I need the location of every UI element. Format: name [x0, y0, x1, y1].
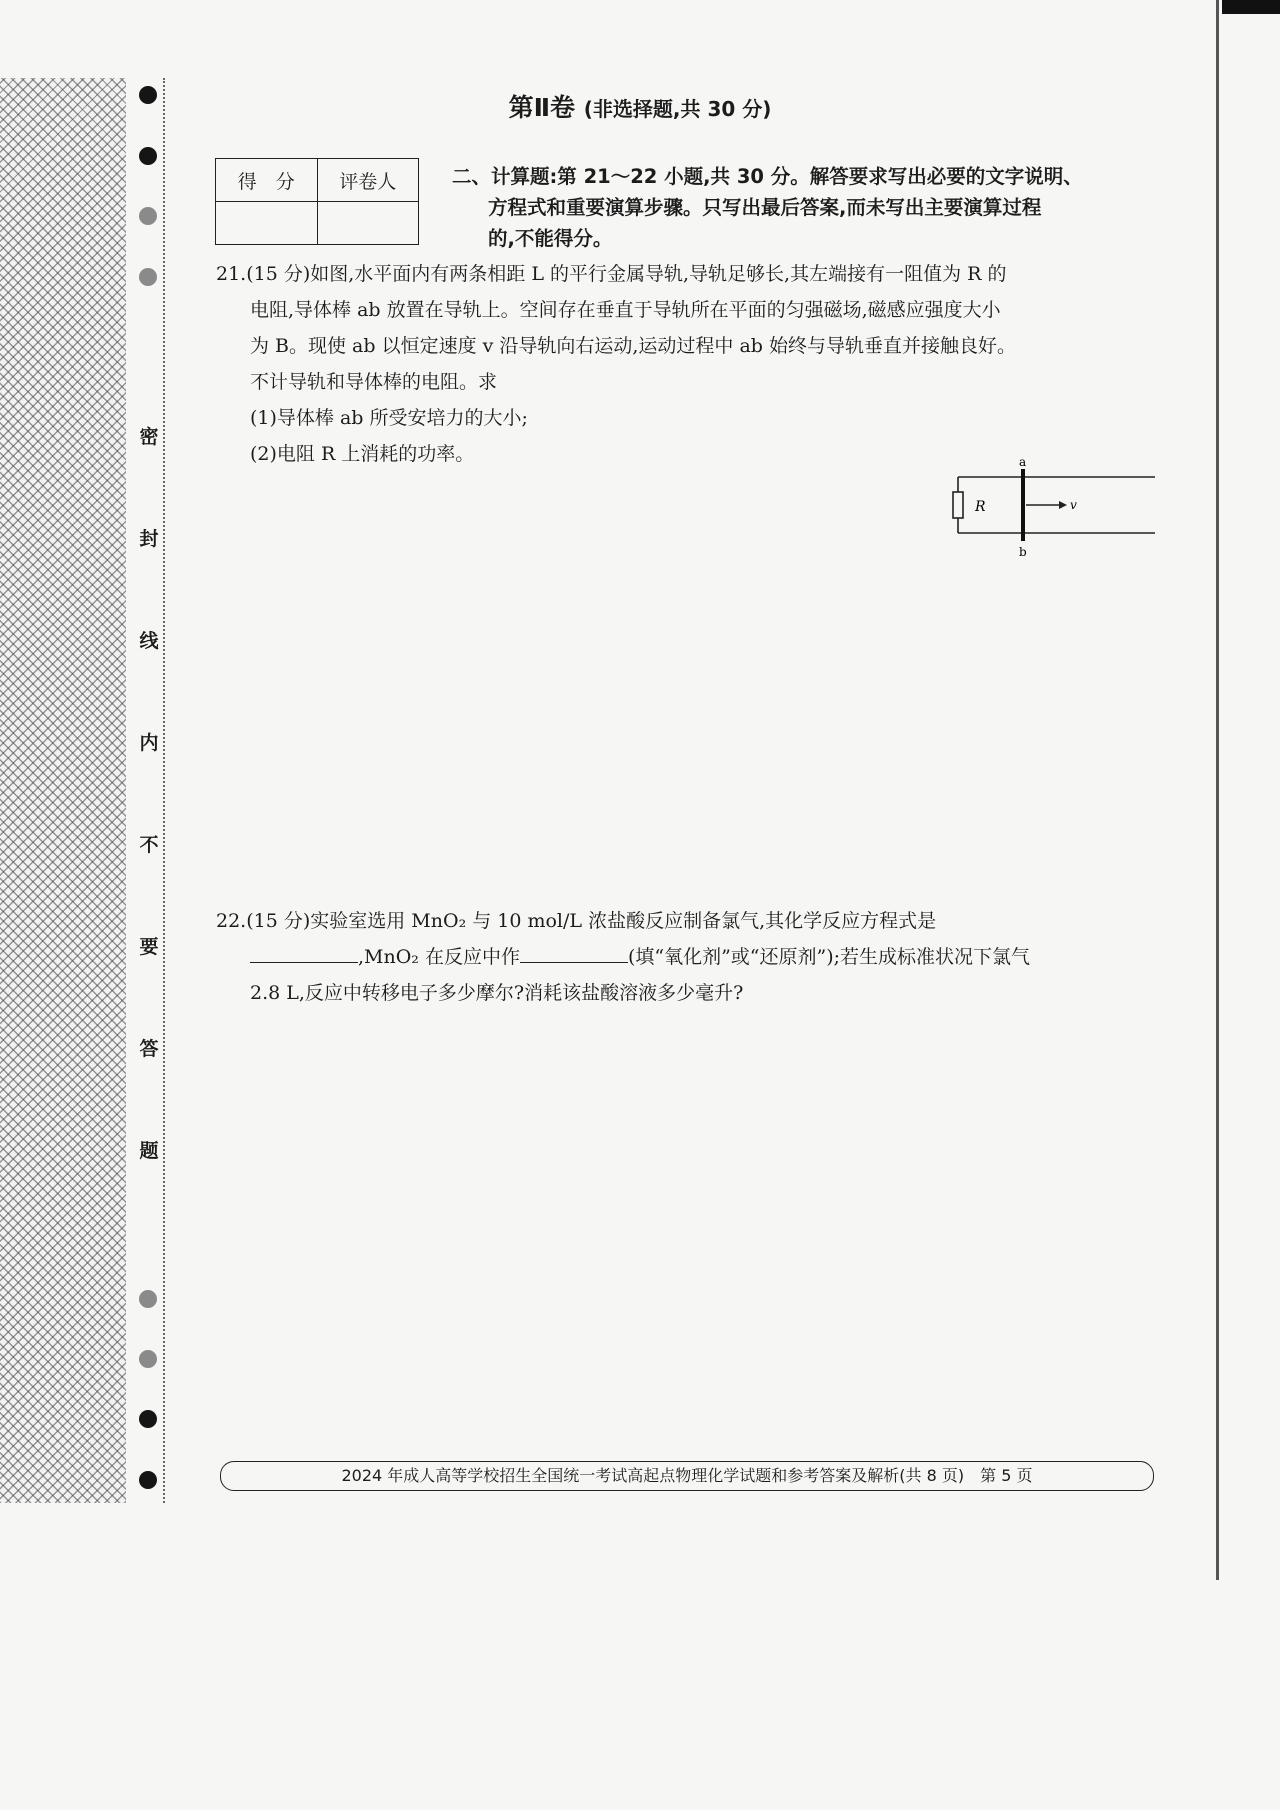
page-edge-line [1216, 0, 1219, 1580]
q21-line: 电阻,导体棒 ab 放置在导轨上。空间存在垂直于导轨所在平面的匀强磁场,磁感应强度大小 [250, 299, 1001, 321]
resistor [953, 492, 963, 518]
instructions-line: 二、计算题:第 21～22 小题,共 30 分。解答要求写出必要的文字说明、 [452, 165, 1083, 188]
score-label: 得 分 [216, 159, 318, 202]
seal-char: 题 [139, 1140, 159, 1162]
score-table [215, 158, 419, 245]
q22-line: 2.8 L,反应中转移电子多少摩尔?消耗该盐酸溶液多少毫升? [250, 982, 744, 1004]
section-title-sub: (非选择题,共 30 分) [583, 97, 772, 121]
q21-line: 不计导轨和导体棒的电阻。求 [250, 371, 498, 393]
grader-label: 评卷人 [317, 159, 419, 202]
section-instructions [452, 161, 1170, 254]
section-title [0, 88, 1280, 124]
rod-end-a-label: a [1019, 455, 1027, 469]
rod-end-b-label: b [1019, 545, 1027, 559]
q21-subquestion: (1)导体棒 ab 所受安培力的大小; [250, 407, 528, 429]
section-title-main: 第Ⅱ卷 [508, 93, 576, 122]
velocity-label: v [1070, 498, 1077, 512]
seal-char: 内 [139, 732, 159, 754]
q22-line: 22.(15 分)实验室选用 MnO₂ 与 10 mol/L 浓盐酸反应制备氯气,其化学反应方程式是 [216, 910, 937, 932]
seal-char: 密 [139, 426, 159, 448]
seal-dotted-line [163, 78, 165, 1503]
binding-hole [139, 147, 157, 165]
binding-hole [139, 1350, 157, 1368]
binding-hole [139, 207, 157, 225]
circuit-diagram [940, 455, 1165, 565]
q21-subquestion: (2)电阻 R 上消耗的功率。 [250, 443, 475, 465]
answer-blank-role[interactable] [520, 945, 628, 963]
seal-char: 封 [139, 528, 159, 550]
resistor-label: R [975, 499, 986, 515]
seal-char: 答 [139, 1038, 159, 1060]
answer-blank-equation[interactable] [250, 945, 358, 963]
binding-hole [139, 1471, 157, 1489]
seal-char: 线 [139, 630, 159, 652]
q22-text: ,MnO₂ 在反应中作 [358, 946, 520, 968]
binding-hole [139, 1290, 157, 1308]
q21-line: 为 B。现使 ab 以恒定速度 v 沿导轨向右运动,运动过程中 ab 始终与导轨垂直并接触良好。 [250, 335, 1016, 357]
binding-hole [139, 1410, 157, 1428]
instructions-line: 方程式和重要演算步骤。只写出最后答案,而未写出主要演算过程 [488, 196, 1042, 219]
q21-line: 21.(15 分)如图,水平面内有两条相距 L 的平行金属导轨,导轨足够长,其左端接有一阻值为 R 的 [216, 263, 1007, 285]
score-cell[interactable] [216, 202, 318, 245]
seal-char: 要 [139, 936, 159, 958]
q22-text: (填“氧化剂”或“还原剂”);若生成标准状况下氯气 [627, 946, 1031, 968]
q22-line [250, 942, 1030, 969]
grader-cell[interactable] [317, 202, 419, 245]
binding-hole [139, 268, 157, 286]
page-edge-mark [1222, 0, 1280, 14]
page-footer: 2024 年成人高等学校招生全国统一考试高起点物理化学试题和参考答案及解析(共 8 页) 第 5 页 [220, 1461, 1154, 1491]
seal-char: 不 [139, 834, 159, 856]
instructions-line: 的,不能得分。 [488, 227, 613, 250]
arrow-head-icon [1059, 501, 1067, 509]
